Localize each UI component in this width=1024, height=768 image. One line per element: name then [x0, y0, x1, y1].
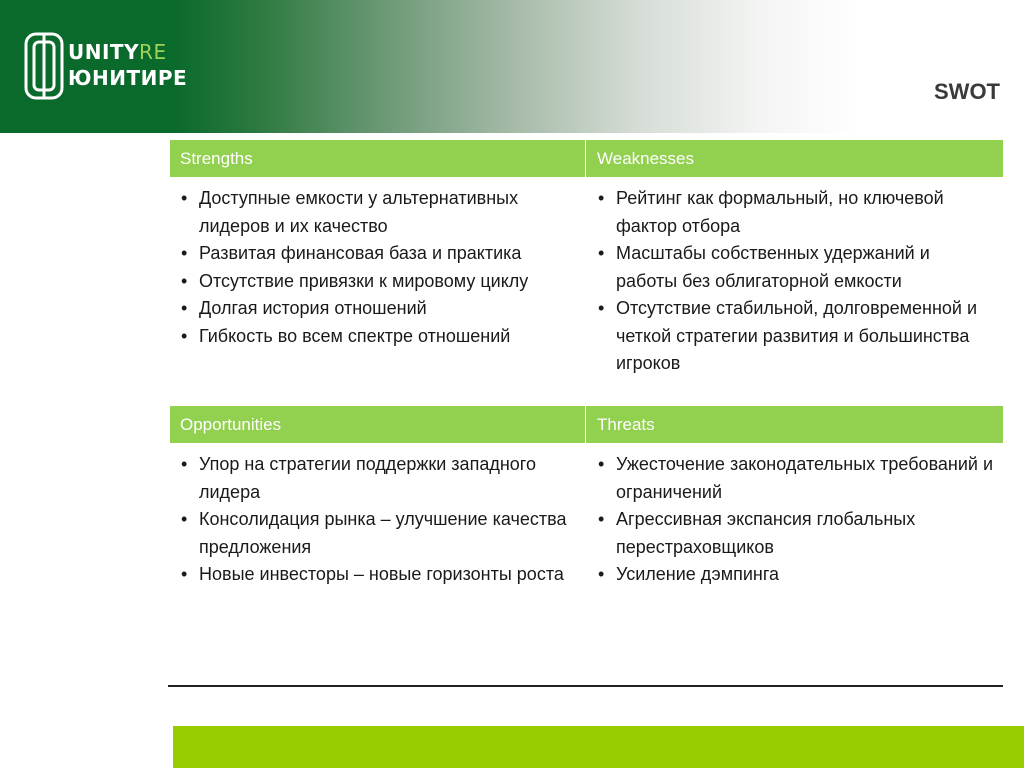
list-item: • Упор на стратегии поддержки западного лидера: [180, 451, 578, 506]
strengths-cell: [170, 177, 586, 406]
footer-band: [173, 726, 1024, 768]
strengths-header: Strengths: [170, 140, 586, 177]
list-item: • Новые инвесторы – новые горизонты роста: [180, 561, 578, 589]
swot-header-row-top: [170, 140, 1003, 177]
logo-re-cyr: РЕ: [157, 66, 188, 90]
list-item: • Отсутствие стабильной, долговременной и четкой стратегии развития и большинства игроков: [597, 295, 995, 378]
weaknesses-list: [597, 185, 995, 378]
table-bottom-rule: [168, 685, 1003, 687]
list-item: • Масштабы собственных удержаний и работы без облигаторной емкости: [597, 240, 995, 295]
header-band: [0, 0, 1024, 133]
list-item: • Агрессивная экспансия глобальных перестраховщиков: [597, 506, 995, 561]
list-item: • Доступные емкости у альтернативных лидеров и их качество: [180, 185, 578, 240]
list-item: • Долгая история отношений: [180, 295, 578, 323]
logo-text-cyrillic: [68, 66, 187, 90]
threats-cell: [586, 443, 1003, 686]
logo-unity: UNITY: [68, 40, 140, 64]
logo-re: RE: [139, 40, 167, 64]
threats-header: Threats: [586, 406, 1003, 443]
swot-body-row-bottom: [170, 443, 1003, 686]
logo-mark-icon: [24, 32, 64, 100]
company-logo: [24, 30, 188, 102]
list-item: • Консолидация рынка – улучшение качества предложения: [180, 506, 578, 561]
opportunities-header: Opportunities: [170, 406, 586, 443]
swot-table: [170, 140, 1003, 686]
opportunities-list: [180, 451, 578, 589]
strengths-list: [180, 185, 578, 350]
list-item: • Усиление дэмпинга: [597, 561, 995, 589]
weaknesses-header: Weaknesses: [586, 140, 1003, 177]
slide-title: SWOT: [934, 79, 1000, 104]
opportunities-cell: [170, 443, 586, 686]
threats-list: [597, 451, 995, 589]
logo-text-latin: [68, 40, 167, 64]
list-item: • Гибкость во всем спектре отношений: [180, 323, 578, 351]
weaknesses-cell: [586, 177, 1003, 406]
list-item: • Ужесточение законодательных требований и ограничений: [597, 451, 995, 506]
logo-uniti: ЮНИТИ: [68, 66, 158, 90]
swot-header-row-bottom: [170, 406, 1003, 443]
list-item: • Развитая финансовая база и практика: [180, 240, 578, 268]
swot-body-row-top: [170, 177, 1003, 406]
list-item: • Рейтинг как формальный, но ключевой фактор отбора: [597, 185, 995, 240]
list-item: • Отсутствие привязки к мировому циклу: [180, 268, 578, 296]
